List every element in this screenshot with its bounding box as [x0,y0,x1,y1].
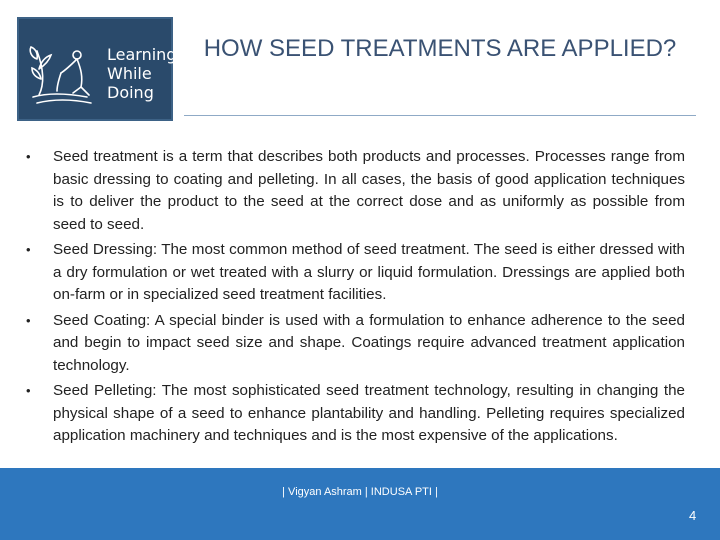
bullet-list [26,146,685,451]
title-divider [184,115,696,116]
footer-bar [0,468,720,540]
logo-text-line-3: Doing [107,83,154,102]
page-number: 4 [689,508,697,523]
logo-text-line-2: While [107,64,152,83]
footer-text: | Vigyan Ashram | INDUSA PTI | [282,486,438,498]
bullet-term: Seed Pelleting: [53,382,157,399]
bullet-text: A special binder is used with a formulation to enhance adherence to the seed and begin to impact seed size and shape. Coatings require advanced treatment application technology. [53,311,685,374]
bullet-text: The most sophisticated seed treatment technology, resulting in changing the physical shape of a seed to enhance plantability and handling. Pelleting requires specialized application machinery and techniques and is the most expensive of the applications. [53,382,686,444]
logo-text-line-1: Learning [107,45,177,64]
plant-and-person-icon [27,33,103,109]
bullet-term: Seed Dressing: [53,241,158,258]
bullet-item [26,239,685,307]
bullet-item [26,146,685,236]
bullet-text: The most common method of seed treatment. The seed is either dressed with a dry formulation or wet treated with a slurry or liquid formulation. Dressings are applied both on-farm or in specialized seed treatment facilities. [53,241,685,303]
bullet-dot-icon: • [26,242,31,257]
bullet-dot-icon: • [26,312,31,328]
slide-title: HOW SEED TREATMENTS ARE APPLIED? [203,35,677,62]
bullet-term: Seed Coating: [53,311,151,329]
bullet-dot-icon: • [26,149,31,164]
bullet-item [26,310,685,378]
logo-text [107,45,176,102]
learning-while-doing-logo [17,17,177,121]
bullet-dot-icon: • [26,383,31,398]
bullet-item [26,380,685,448]
bullet-text: Seed treatment is a term that describes both products and processes. Processes range from basic dressing to coating and pelleting. In all cases, the basis of good application techniques is to deliver the product to the seed at the correct dose and as uniformly as possible from seed to seed. [53,148,685,233]
